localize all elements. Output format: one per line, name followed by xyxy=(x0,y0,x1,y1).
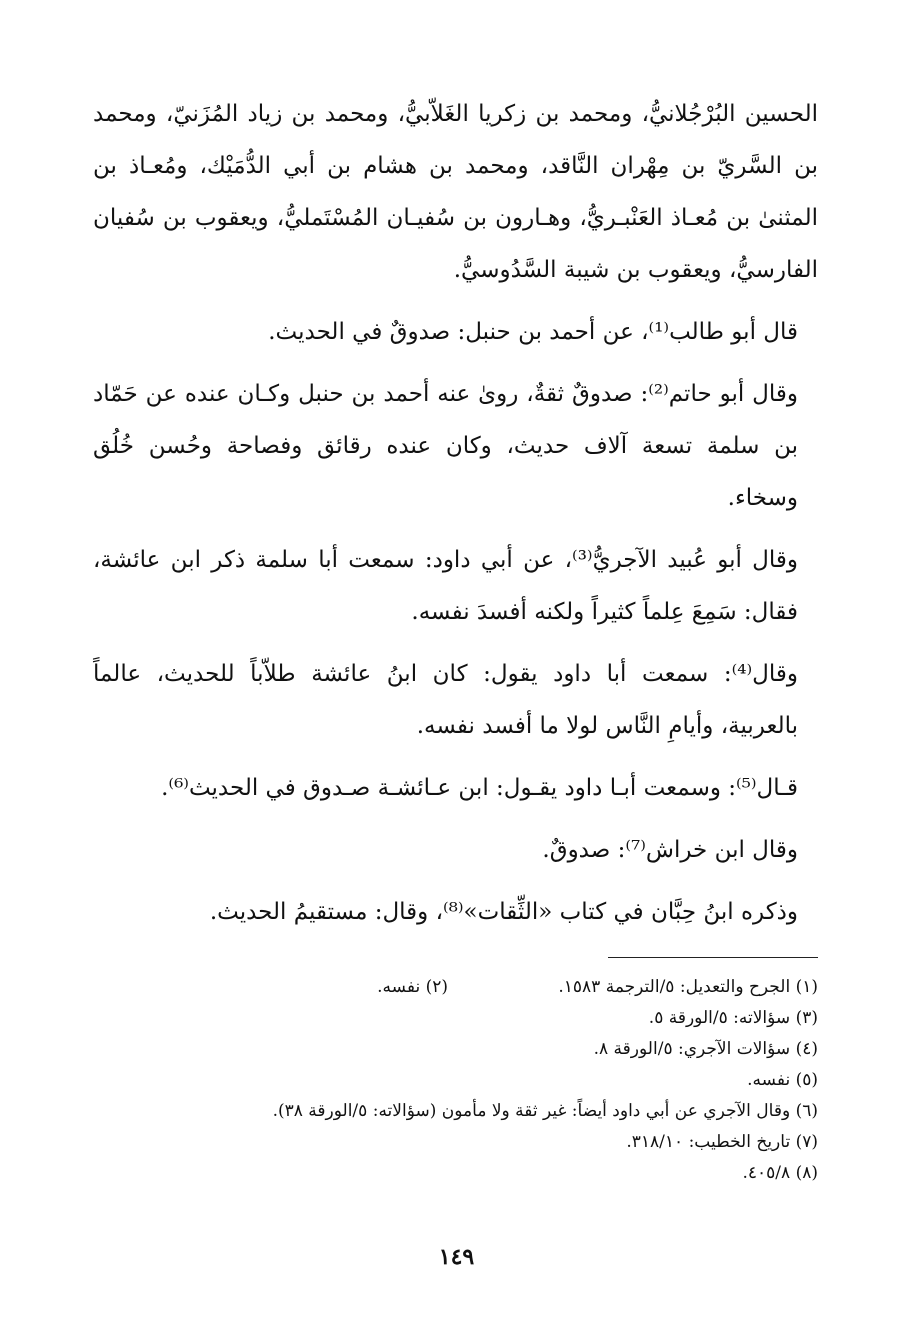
footnote-2: (٢) نفسه. xyxy=(377,977,448,997)
footnote-7: (٧) تاريخ الخطيب: ٣١٨/١٠. xyxy=(626,1132,818,1152)
footnote-separator xyxy=(608,957,818,958)
footnote-row-3 xyxy=(93,1003,818,1034)
paragraph-ajurri: وقال أبو عُبيد الآجريُّ⁽³⁾، عن أبي داود: سمعت أبا سلمة ذكر ابن عائشة، فقال: سَمِعَ عِلماً كثيراً ولكنه أفسدَ نفسه. xyxy=(93,547,799,625)
footnote-4: (٤) سؤالات الآجري: ٥/الورقة ٨. xyxy=(593,1039,818,1059)
paragraph-abu-dawud-2: قـال⁽⁵⁾: وسمعت أبـا داود يقـول: ابن عـائشـة صـدوق في الحديث⁽⁶⁾. xyxy=(161,775,798,801)
paragraph-abu-dawud-1: وقال⁽⁴⁾: سمعت أبا داود يقول: كان ابنُ عائشة طلاّباً للحديث، عالماً بالعربية، وأيامِ النَّاس لولا ما أفسد نفسه. xyxy=(93,661,798,739)
page-number: ١٤٩ xyxy=(438,1244,475,1270)
footnote-row-7 xyxy=(93,1127,818,1158)
main-text xyxy=(93,88,818,948)
footnote-row-4 xyxy=(93,1034,818,1065)
footnote-row-6 xyxy=(93,1096,818,1127)
paragraph-ibn-khirash: وقال ابن خراش⁽⁷⁾: صدوقٌ. xyxy=(542,837,798,863)
footnote-row-1-2 xyxy=(93,972,818,1003)
paragraph-abu-talib: قال أبو طالب⁽¹⁾، عن أحمد بن حنبل: صدوقٌ في الحديث. xyxy=(268,319,798,345)
footnote-6: (٦) وقال الآجري عن أبي داود أيضاً: غير ثقة ولا مأمون (سؤالاته: ٥/الورقة ٣٨). xyxy=(272,1101,818,1121)
paragraph-ibn-hibban: وذكره ابنُ حِبَّان في كتاب «الثِّقات»⁽⁸⁾، وقال: مستقيمُ الحديث. xyxy=(209,899,798,925)
paragraph-narrators-list: الحسين البُرْجُلانيُّ، ومحمد بن زكريا الغَلاّبيُّ، ومحمد بن زياد المُزَنيّ، ومحمد بن السَّريّ بن مِهْران النَّاقد، ومحمد بن هشام بن أبي الدُّمَيْك، ومُعـاذ بن المثنىٰ بن مُعـاذ العَنْبـريُّ، وهـارون بن سُفيـان المُسْتَمليُّ، ويعقوب بن سُفيان الفارسيُّ، ويعقوب بن شيبة السَّدُوسيُّ. xyxy=(93,101,818,283)
footnote-5: (٥) نفسه. xyxy=(747,1070,818,1090)
footnote-row-8 xyxy=(93,1158,818,1189)
footnote-8: (٨) ٤٠٥/٨. xyxy=(742,1163,818,1183)
footnote-1: (١) الجرح والتعديل: ٥/الترجمة ١٥٨٣. xyxy=(558,977,818,997)
paragraph-abu-hatim: وقال أبو حاتم⁽²⁾: صدوقٌ ثقةٌ، روىٰ عنه أحمد بن حنبل وكـان عنده عن حَمّاد بن سلمة تسعة آلاف حديث، وكان عنده رقائق وفصاحة وحُسن خُلُق وسخاء. xyxy=(93,381,798,511)
footnotes xyxy=(93,972,818,1189)
footnote-row-5 xyxy=(93,1065,818,1096)
footnote-3: (٣) سؤالاته: ٥/الورقة ٥. xyxy=(648,1008,818,1028)
